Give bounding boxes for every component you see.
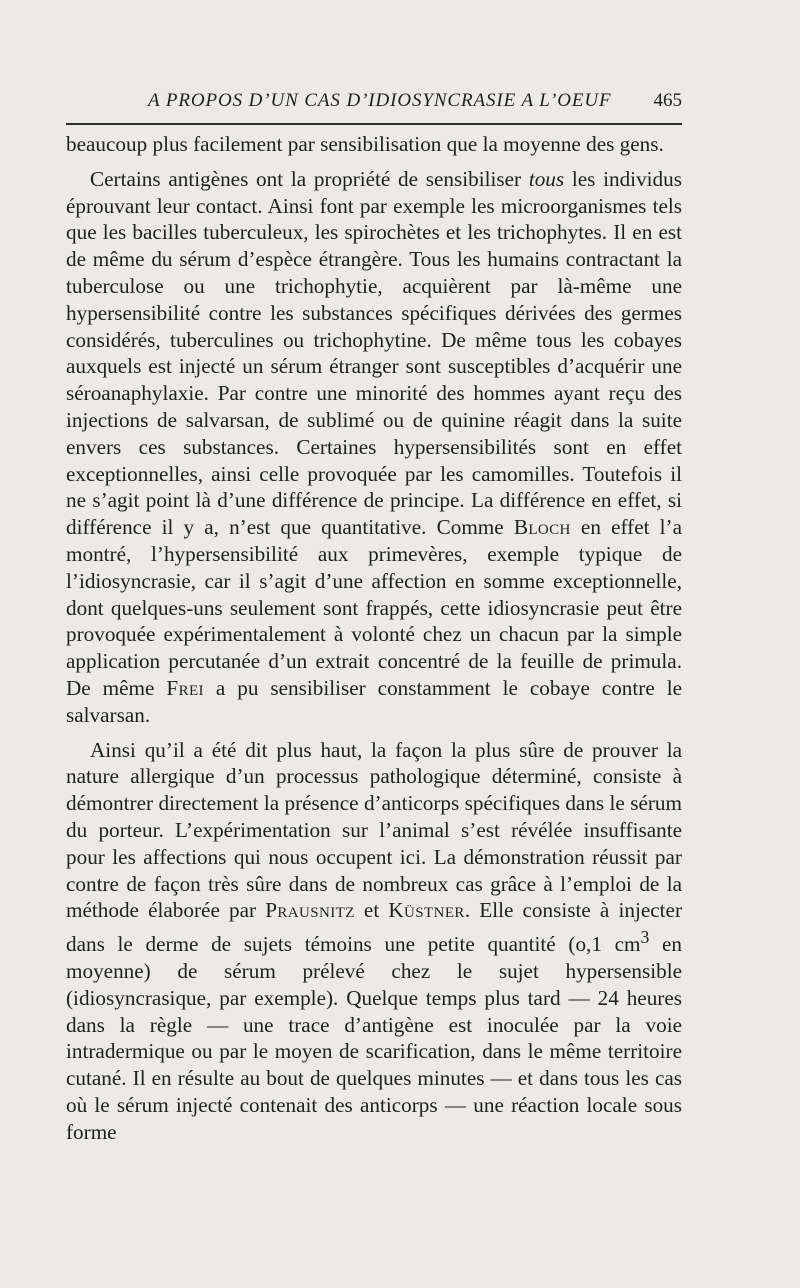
author-name-kustner: Küstner: [388, 898, 465, 923]
paragraph-1: beaucoup plus facilement par sensibilisation que la moyenne des gens.: [66, 132, 664, 156]
page-number: 465: [653, 90, 682, 111]
paragraph-2: [66, 166, 682, 729]
superscript-exponent: 3: [640, 927, 650, 948]
paragraph-2-text-a: Certains antigènes ont la propriété de sensibiliser: [90, 166, 529, 191]
emphasis-word: tous: [528, 166, 565, 191]
paragraph-2-text-b: les individus éprouvant leur contact. Ainsi font par exemple les microorganismes tels que les bacilles tuberculeux, les spirochètes et les trichophytes. Il en est de même du sérum d’espèce étrangère. Tous les humains contractant la tuberculose ou une trichophytie, acquièrent par là-même une hypersensibilité contre les substances spécifiques dérivées des germes considérés, tuberculines ou trichophytine. De même tous les cobayes auxquels est injecté un sérum étranger sont susceptibles d’acquérir une séroanaphylaxie. Par contre une minorité des hommes ayant reçu des injections de salvarsan, de sublimé ou de quinine réagit dans la suite envers ces substances. Certaines hypersensibilités sont en effet exceptionnelles, ainsi celle provoquée par les camomilles. Toutefois il ne s’agit point là d’une différence de principe. La différence en effet, si différence il y a, n’est que quantitative. Comme: [66, 166, 682, 540]
paragraph-gap: [66, 158, 682, 166]
paragraph-2-text-c: en effet l’a montré, l’hypersensibilité aux primevères, exemple typique de l’idiosyncrasie, car il s’agit d’une affection en somme exceptionnelle, dont quelques-uns seulement sont frappés, cette idiosyncrasie peut être provoquée expérimentalement à volonté chez un chacun par la simple application percutanée d’un extrait concentré de la feuille de primula. De même: [66, 515, 682, 700]
paragraph-2-text-d: a pu sensibiliser constamment le cobaye contre le salvarsan.: [66, 675, 682, 727]
paragraph-3-text-a: Ainsi qu’il a été dit plus haut, la façon la plus sûre de prouver la nature allergique d’un processus pathologique déterminé, consiste à démontrer directement la présence d’anticorps spécifiques dans le sérum du porteur. L’expérimentation sur l’animal s’est révélée insuffisante pour les affections qui nous occupent ici. La démonstration réussit par contre de façon très sûre dans de nombreux cas grâce à l’emploi de la méthode élaborée par: [66, 737, 682, 923]
paragraph-3: [66, 737, 682, 1146]
page-header: [66, 88, 682, 118]
paragraph-3-text-b: et: [354, 898, 389, 923]
paragraph-3-text-c: . Elle consiste à injecter dans le derme de sujets témoins une petite quantité (o,1 cm: [66, 898, 682, 957]
header-rule: [66, 123, 682, 125]
author-name-prausnitz: Prausnitz: [265, 898, 355, 923]
running-title: A PROPOS D’UN CAS D’IDIOSYNCRASIE A L’OEUF: [148, 90, 612, 111]
author-name-bloch: Bloch: [513, 515, 571, 540]
paragraph-gap: [66, 729, 682, 737]
author-name-frei: Frei: [166, 675, 204, 700]
paragraph-3-text-d: en moyenne) de sérum prélevé chez le sujet hypersensible (idiosyncrasique, par exemple). Quelque temps plus tard — 24 heures dans la règle — une trace d’antigène est inoculée par la voie intradermique ou par le moyen de scarification, dans le même territoire cutané. Il en résulte au bout de quelques minutes — et dans tous les cas où le sérum injecté contenait des anticorps — une réaction locale sous forme: [66, 932, 683, 1144]
body-text: [66, 131, 682, 1146]
